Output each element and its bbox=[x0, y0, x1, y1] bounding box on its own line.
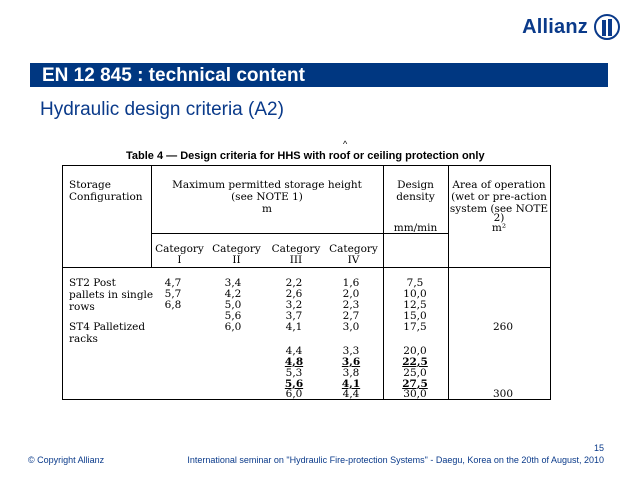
category-4-label: Category bbox=[329, 243, 378, 255]
allianz-logo bbox=[522, 14, 620, 40]
config-line: rows bbox=[69, 301, 95, 313]
category-3-roman: III bbox=[289, 254, 303, 266]
cell-value: 3,2 bbox=[285, 299, 303, 311]
cell-value: 2,3 bbox=[342, 299, 360, 311]
design-criteria-table bbox=[62, 165, 551, 400]
category-2-roman: II bbox=[232, 254, 241, 266]
cell-value: 3,4 bbox=[224, 277, 242, 289]
config-line: pallets in single bbox=[69, 289, 154, 301]
density-value: 30,0 bbox=[403, 388, 427, 400]
title-bar bbox=[30, 63, 608, 87]
cell-value: 3,8 bbox=[342, 367, 360, 379]
cell-value: 4,2 bbox=[224, 288, 242, 300]
allianz-eagle-icon bbox=[594, 14, 620, 40]
density-value: 7,5 bbox=[406, 277, 424, 289]
cell-value: 2,7 bbox=[342, 310, 360, 322]
cell-value: 5,0 bbox=[224, 299, 242, 311]
density-value: 27,5 bbox=[402, 378, 428, 390]
category-3-label: Category bbox=[271, 243, 321, 255]
slide-subtitle: Hydraulic design criteria (A2) bbox=[40, 99, 284, 120]
density-value: 17,5 bbox=[403, 321, 427, 333]
config-line: ST4 Palletized bbox=[69, 321, 146, 333]
density-value: 22,5 bbox=[402, 356, 428, 368]
cell-value: 6,0 bbox=[224, 321, 242, 333]
cell-value: 6,8 bbox=[164, 299, 182, 311]
header-density-unit: mm/min bbox=[393, 222, 438, 234]
cell-value: 4,8 bbox=[284, 356, 304, 368]
category-1-label: Category bbox=[155, 243, 204, 255]
cell-value: 4,4 bbox=[285, 345, 303, 357]
density-value: 20,0 bbox=[403, 345, 427, 357]
header-see-note-1: (see NOTE 1) bbox=[231, 191, 303, 203]
header-height-unit: m bbox=[262, 203, 272, 215]
caret-mark: ^ bbox=[343, 139, 348, 149]
header-configuration: Configuration bbox=[69, 191, 143, 203]
category-2-label: Category bbox=[212, 243, 261, 255]
header-design: Design bbox=[397, 179, 434, 191]
header-density: density bbox=[396, 191, 435, 203]
cell-value: 5,6 bbox=[284, 378, 304, 390]
page-number: 15 bbox=[593, 443, 604, 453]
cell-value: 4,1 bbox=[285, 321, 303, 333]
config-line: racks bbox=[69, 333, 98, 345]
header-wet-preaction: (wet or pre-action bbox=[451, 191, 547, 203]
cell-value: 6,0 bbox=[285, 388, 303, 400]
density-value: 25,0 bbox=[403, 367, 427, 379]
cell-value: 2,2 bbox=[285, 277, 303, 289]
brand-name: Allianz bbox=[522, 15, 588, 38]
config-line: ST2 Post bbox=[69, 277, 116, 289]
cell-value: 4,7 bbox=[164, 277, 182, 289]
cell-value: 3,6 bbox=[341, 356, 361, 368]
cell-value: 4,4 bbox=[342, 388, 360, 400]
cell-value: 2,6 bbox=[285, 288, 303, 300]
cell-value: 3,3 bbox=[342, 345, 360, 357]
table-caption: Table 4 — Design criteria for HHS with roof or ceiling protection only bbox=[126, 150, 485, 162]
slide-title: EN 12 845 : technical content bbox=[42, 65, 305, 86]
cell-value: 1,6 bbox=[342, 277, 360, 289]
area-value: 260 bbox=[492, 321, 514, 333]
cell-value: 5,3 bbox=[285, 367, 303, 379]
density-value: 15,0 bbox=[403, 310, 427, 322]
category-4-roman: IV bbox=[347, 254, 360, 266]
header-max-height: Maximum permitted storage height bbox=[172, 179, 362, 191]
area-value: 300 bbox=[492, 388, 514, 400]
density-value: 10,0 bbox=[403, 288, 427, 300]
seminar-text: International seminar on "Hydraulic Fire-protection Systems" - Daegu, Korea on the 20th of August, 2010 bbox=[187, 455, 604, 465]
cell-value: 3,7 bbox=[285, 310, 303, 322]
header-area-unit: m² bbox=[491, 222, 507, 234]
header-system-note: system (see NOTE bbox=[449, 203, 549, 215]
cell-value: 5,6 bbox=[224, 310, 242, 322]
cell-value: 2,0 bbox=[342, 288, 360, 300]
density-value: 12,5 bbox=[403, 299, 427, 311]
header-note-2: 2) bbox=[493, 212, 505, 224]
copyright-text: © Copyright Allianz bbox=[28, 455, 105, 465]
cell-value: 4,1 bbox=[341, 378, 361, 390]
header-storage: Storage bbox=[69, 179, 111, 191]
header-area: Area of operation bbox=[452, 179, 546, 191]
cell-value: 5,7 bbox=[164, 288, 182, 300]
category-1-roman: I bbox=[177, 254, 182, 266]
cell-value: 3,0 bbox=[342, 321, 360, 333]
